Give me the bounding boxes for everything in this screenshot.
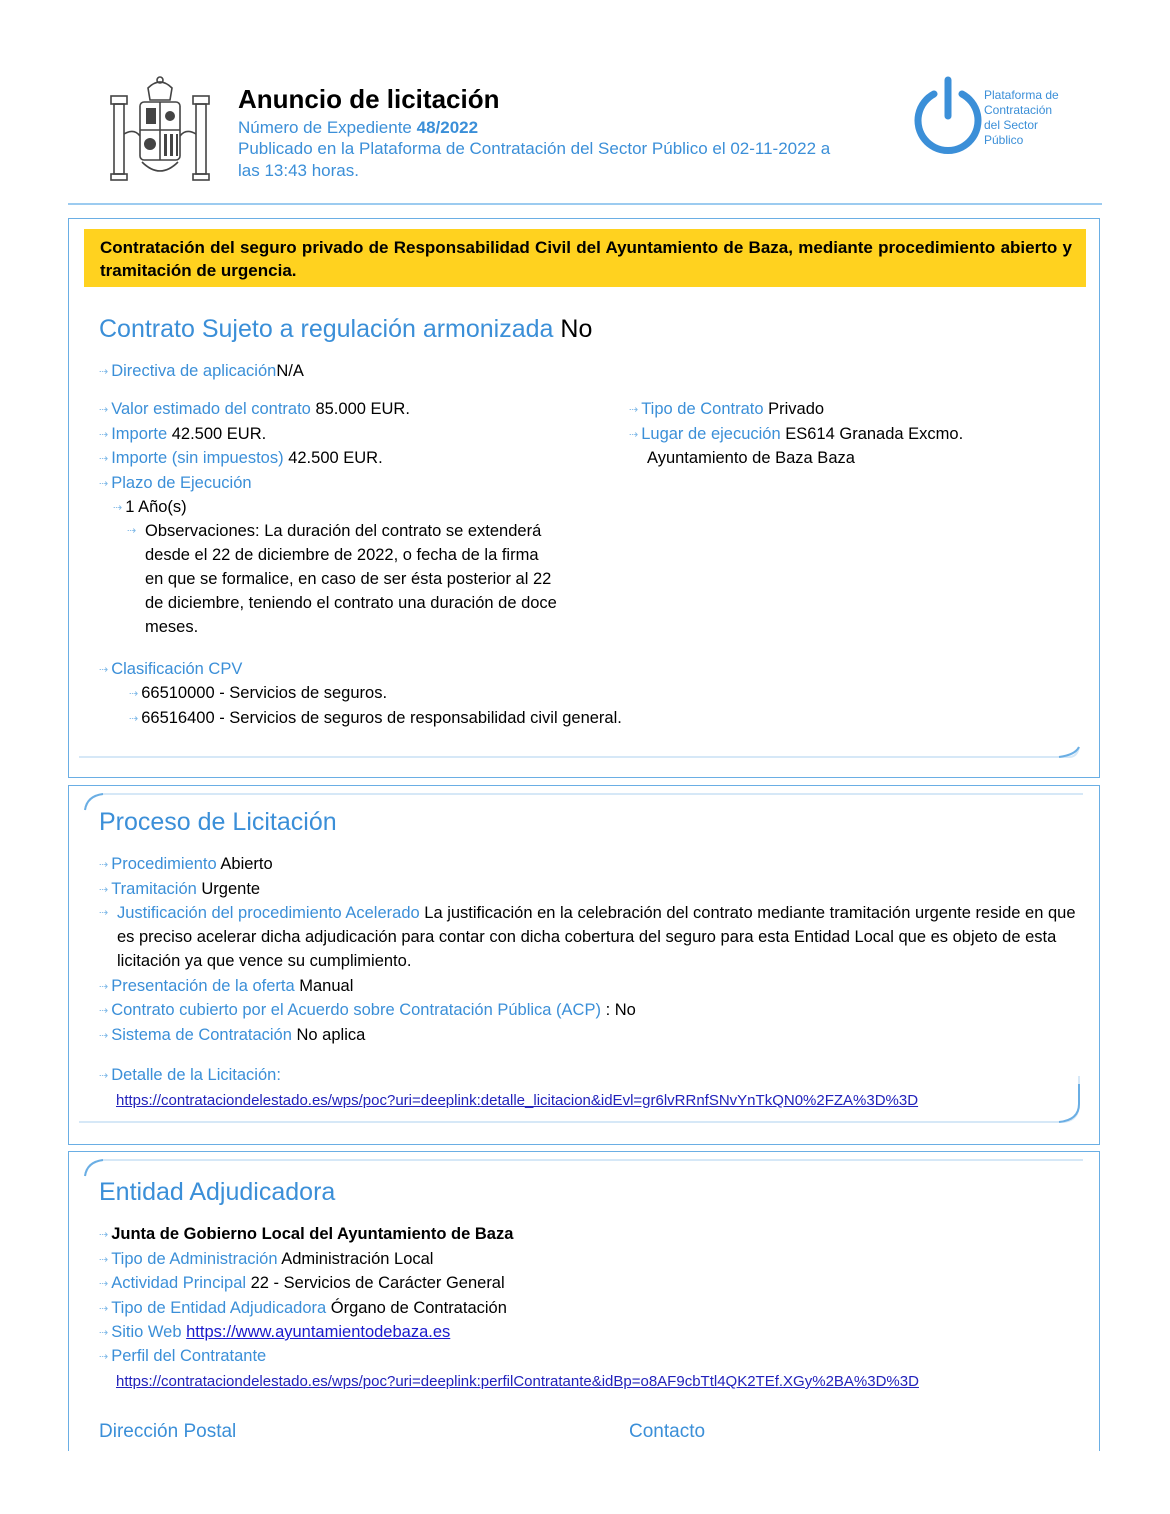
arrow-icon: ⇢ xyxy=(127,525,137,537)
directiva-label: Directiva de aplicación xyxy=(111,362,277,380)
sitio-web-label: Sitio Web xyxy=(111,1323,182,1341)
arrow-icon: ⇢ xyxy=(99,404,109,416)
platform-text-line: Contratación xyxy=(984,103,1053,117)
arrow-icon: ⇢ xyxy=(629,429,639,441)
importe-row xyxy=(99,422,266,447)
sistema-label: Sistema de Contratación xyxy=(111,1026,292,1044)
justificacion-label: Justificación del procedimiento Acelerado xyxy=(117,904,420,922)
arrow-icon: ⇢ xyxy=(99,1005,109,1017)
observaciones-text: Observaciones: La duración del contrato se extenderá desde el 22 de diciembre de 2022, o fecha de la firma en que se formalice, en caso de ser ésta posterior al 22 de diciembre, teniendo el contrato una duración de doce meses. xyxy=(145,522,557,636)
arrow-icon: ⇢ xyxy=(99,981,109,993)
tipo-contrato-label: Tipo de Contrato xyxy=(641,400,764,418)
arrow-icon: ⇢ xyxy=(99,1303,109,1315)
decorative-curve xyxy=(79,1076,1083,1126)
plazo-value: 1 Año(s) xyxy=(125,498,187,516)
document-title: Anuncio de licitación xyxy=(238,84,500,114)
arrow-icon: ⇢ xyxy=(99,1351,109,1363)
harmonized-regulation-value: No xyxy=(560,315,593,343)
arrow-icon: ⇢ xyxy=(99,1070,109,1082)
platform-text-line: del Sector xyxy=(984,118,1039,132)
published-line-1: Publicado en la Plataforma de Contratación del Sector Público el 02-11-2022 a xyxy=(238,139,831,158)
valor-estimado-value: 85.000 EUR. xyxy=(315,400,410,418)
tramitacion-label: Tramitación xyxy=(111,880,197,898)
justificacion-text xyxy=(99,901,1089,973)
perfil-link-row xyxy=(116,1369,919,1394)
actividad-label: Actividad Principal xyxy=(111,1274,247,1292)
tipo-administracion-label: Tipo de Administración xyxy=(111,1250,278,1268)
proceso-heading: Proceso de Licitación xyxy=(99,808,337,836)
plazo-value-row xyxy=(113,495,187,520)
arrow-icon: ⇢ xyxy=(99,1327,109,1339)
arrow-icon: ⇢ xyxy=(99,366,109,378)
entidad-name: Junta de Gobierno Local del Ayuntamiento de Baza xyxy=(111,1225,514,1243)
expediente-label: Número de Expediente xyxy=(238,118,412,137)
cpv-label: Clasificación CPV xyxy=(111,660,243,678)
actividad-row xyxy=(99,1271,505,1296)
platform-text-line: Plataforma de xyxy=(984,88,1059,102)
proceso-section xyxy=(68,785,1100,1145)
entidad-heading: Entidad Adjudicadora xyxy=(99,1178,336,1206)
expediente-number: 48/2022 xyxy=(416,118,479,137)
arrow-icon: ⇢ xyxy=(99,1030,109,1042)
tramitacion-value: Urgente xyxy=(201,880,261,898)
direccion-postal-heading: Dirección Postal xyxy=(99,1421,237,1442)
cpv-item-text: 66510000 - Servicios de seguros. xyxy=(141,684,388,702)
presentacion-row xyxy=(99,974,353,999)
tipo-contrato-row xyxy=(629,397,824,422)
arrow-icon: ⇢ xyxy=(129,713,139,725)
perfil-contratante-row xyxy=(99,1344,266,1369)
arrow-icon: ⇢ xyxy=(99,453,109,465)
perfil-contratante-label: Perfil del Contratante xyxy=(111,1347,267,1365)
arrow-icon: ⇢ xyxy=(99,884,109,896)
presentacion-label: Presentación de la oferta xyxy=(111,977,295,995)
tramitacion-row xyxy=(99,877,260,902)
acp-label: Contrato cubierto por el Acuerdo sobre Contratación Pública (ACP) xyxy=(111,1001,601,1019)
contacto-heading: Contacto xyxy=(629,1421,706,1442)
decorative-curve xyxy=(79,739,1081,759)
cpv-item xyxy=(129,706,622,731)
directiva-row xyxy=(99,359,304,384)
importe-value: 42.500 EUR. xyxy=(171,425,267,443)
published-line-2: las 13:43 horas. xyxy=(238,161,359,180)
procedimiento-row xyxy=(99,852,273,877)
acp-row xyxy=(99,998,636,1023)
justificacion-value: La justificación en la celebración del contrato mediante tramitación urgente reside en que es preciso acelerar dicha adjudicación para contar con dicha cobertura del seguro para esta Entidad Local que es objeto de esta licitación ya que vence su cumplimiento. xyxy=(117,904,1076,970)
tipo-entidad-label: Tipo de Entidad Adjudicadora xyxy=(111,1299,327,1317)
justificacion-row xyxy=(99,901,1089,973)
arrow-icon: ⇢ xyxy=(629,404,639,416)
observaciones-row xyxy=(127,519,557,639)
arrow-icon: ⇢ xyxy=(99,1254,109,1266)
procedimiento-value: Abierto xyxy=(220,855,273,873)
contract-title-banner: Contratación del seguro privado de Responsabilidad Civil del Ayuntamiento de Baza, mediante procedimiento abierto y tramitación de urgencia. xyxy=(84,229,1086,287)
spain-coat-of-arms-logo xyxy=(108,74,212,184)
importe-sin-impuestos-row xyxy=(99,446,383,471)
importe-sin-impuestos-label: Importe (sin impuestos) xyxy=(111,449,284,467)
lugar-ejecucion-row xyxy=(629,422,963,447)
procedimiento-label: Procedimiento xyxy=(111,855,217,873)
importe-sin-impuestos-value: 42.500 EUR. xyxy=(288,449,383,467)
lugar-ejecucion-value: ES614 Granada Excmo. xyxy=(785,425,964,443)
arrow-icon: ⇢ xyxy=(99,478,109,490)
valor-estimado-label: Valor estimado del contrato xyxy=(111,400,311,418)
decorative-curve xyxy=(83,1158,1083,1178)
sitio-web-link[interactable]: https://www.ayuntamientodebaza.es xyxy=(186,1323,451,1341)
header-divider xyxy=(68,203,1102,205)
cpv-item xyxy=(129,681,387,706)
detalle-label: Detalle de la Licitación: xyxy=(111,1066,281,1084)
arrow-icon: ⇢ xyxy=(99,429,109,441)
importe-label: Importe xyxy=(111,425,168,443)
expediente-line xyxy=(238,118,478,138)
detalle-licitacion-link[interactable]: https://contrataciondelestado.es/wps/poc?uri=deeplink:detalle_licitacion&idEvl=gr6lvRRnfSNvYnTkQN0%2FZA%3D%3D xyxy=(116,1092,919,1109)
arrow-icon: ⇢ xyxy=(113,502,123,514)
lugar-ejecucion-value-2: Ayuntamiento de Baza Baza xyxy=(647,449,855,467)
harmonized-regulation-heading xyxy=(99,315,592,344)
contract-section xyxy=(68,218,1100,778)
platform-logo-text xyxy=(984,88,1084,148)
arrow-icon: ⇢ xyxy=(99,907,109,919)
power-icon xyxy=(908,76,988,156)
presentacion-value: Manual xyxy=(299,977,354,995)
actividad-value: 22 - Servicios de Carácter General xyxy=(250,1274,505,1292)
tipo-contrato-value: Privado xyxy=(768,400,825,418)
arrow-icon: ⇢ xyxy=(99,859,109,871)
harmonized-regulation-label: Contrato Sujeto a regulación armonizada xyxy=(99,315,554,343)
sitio-web-row xyxy=(99,1320,450,1345)
tipo-administracion-row xyxy=(99,1247,433,1272)
sistema-row xyxy=(99,1023,365,1048)
lugar-ejecucion-label: Lugar de ejecución xyxy=(641,425,781,443)
perfil-contratante-link[interactable]: https://contrataciondelestado.es/wps/poc?uri=deeplink:perfilContratante&idBp=o8AF9cbTtl4QK2TEf.XGy%2BA%3D%3D xyxy=(116,1373,919,1390)
acp-value: : No xyxy=(605,1001,636,1019)
tipo-entidad-value: Órgano de Contratación xyxy=(330,1299,507,1317)
arrow-icon: ⇢ xyxy=(99,664,109,676)
directiva-value: N/A xyxy=(276,362,304,380)
cpv-item-text: 66516400 - Servicios de seguros de responsabilidad civil general. xyxy=(141,709,622,727)
plazo-ejecucion-label: Plazo de Ejecución xyxy=(111,474,252,492)
tipo-entidad-row xyxy=(99,1296,507,1321)
arrow-icon: ⇢ xyxy=(99,1278,109,1290)
plazo-ejecucion-row xyxy=(99,471,252,496)
tipo-administracion-value: Administración Local xyxy=(281,1250,434,1268)
arrow-icon: ⇢ xyxy=(129,688,139,700)
entidad-name-row xyxy=(99,1222,513,1247)
sistema-value: No aplica xyxy=(296,1026,366,1044)
valor-estimado-row xyxy=(99,397,410,422)
entidad-section xyxy=(68,1151,1100,1451)
arrow-icon: ⇢ xyxy=(99,1229,109,1241)
platform-text-line: Público xyxy=(984,133,1024,147)
cpv-row xyxy=(99,657,242,682)
